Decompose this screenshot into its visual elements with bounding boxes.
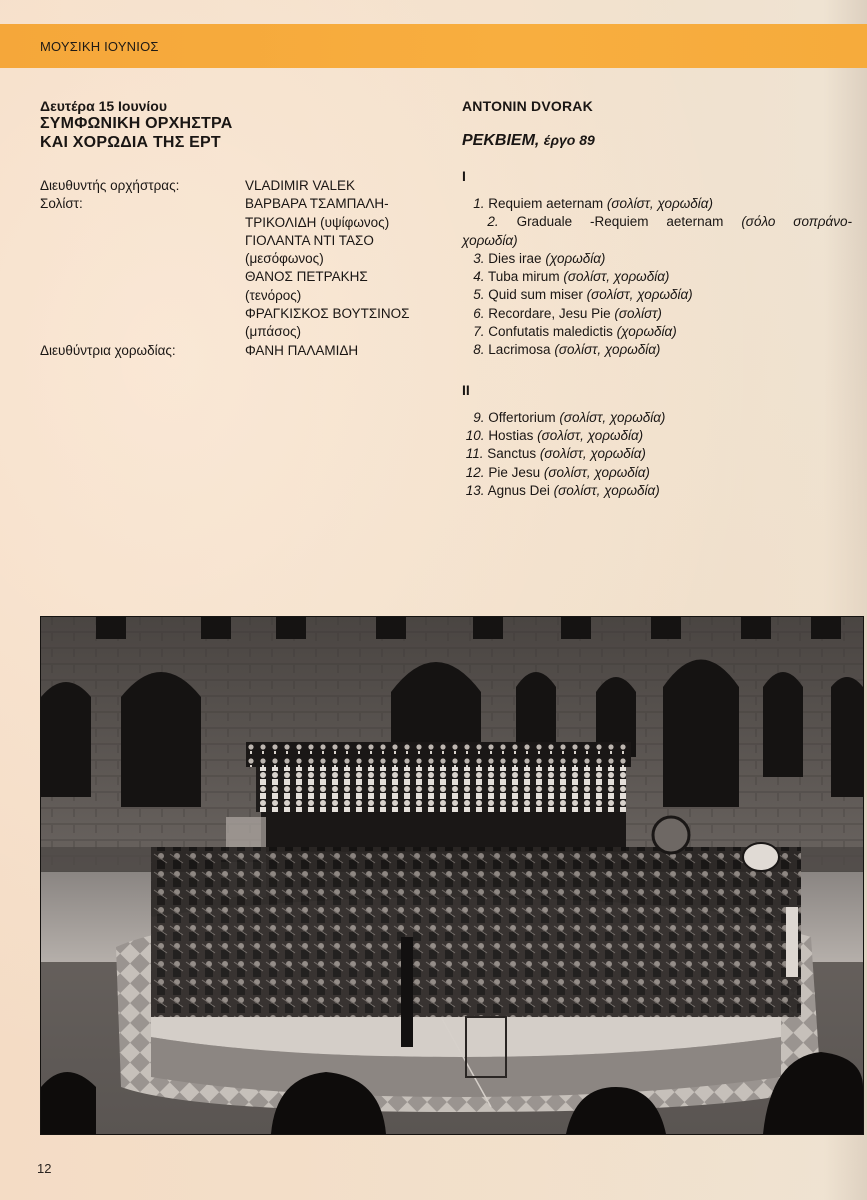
movement-number: 11. xyxy=(465,446,484,462)
movement-voices: (σολίστ, χορωδία) xyxy=(606,196,713,211)
credit-person: ΦΑΝΗ ΠΑΛΑΜΙΔΗ xyxy=(245,342,359,358)
movement-voices: (σολίστ, χορωδία) xyxy=(537,427,644,443)
movement-voices: (σολίστ, χορωδία) xyxy=(553,482,660,498)
movement-number: 12. xyxy=(465,464,485,480)
movement-voices: (σολίστ) xyxy=(614,305,662,321)
movement-item xyxy=(462,445,852,463)
movement-item xyxy=(462,286,852,304)
movement-title: Hostias xyxy=(488,427,534,443)
movement-voices: (σολίστ, χορωδία) xyxy=(586,287,693,303)
movement-title: Confutatis maledictis xyxy=(488,324,613,340)
movement-voices: (σολίστ, χορωδία) xyxy=(543,464,650,480)
work-opus: έργο 89 xyxy=(543,132,595,148)
movement-voices: (σολίστ, χορωδία) xyxy=(539,446,646,462)
credit-row-conductor xyxy=(40,177,460,195)
movement-item xyxy=(462,250,852,268)
program-column xyxy=(462,98,852,500)
movement-number: 3. xyxy=(473,250,485,266)
section-label: ΜΟΥΣΙΚΗ ΙΟΥΝΙΟΣ xyxy=(40,39,159,54)
movement-title: Sanctus xyxy=(487,446,537,462)
credit-role: Σολίστ: xyxy=(40,196,83,212)
movement-title: Requiem aeternam xyxy=(488,196,604,211)
movement-title: Recordare, Jesu Pie xyxy=(488,305,611,321)
movement-title: Quid sum miser xyxy=(488,287,583,303)
event-title-line-2: ΚΑΙ ΧΟΡΩΔΙΑ ΤΗΣ ΕΡΤ xyxy=(40,134,221,151)
movement-item xyxy=(462,464,852,482)
credit-row-soloists xyxy=(40,195,460,341)
movement-number: 6. xyxy=(473,305,485,321)
movement-item xyxy=(462,305,852,323)
credit-person: ΤΡΙΚΟΛΙΔΗ (υψίφωνος) xyxy=(245,214,390,230)
movement-number: 4. xyxy=(473,269,485,285)
section-header-band xyxy=(0,24,867,68)
movement-number: 9. xyxy=(473,409,485,425)
movement-number: 10. xyxy=(465,427,485,443)
credit-voice-type: (τενόρος) xyxy=(245,287,302,303)
movement-number: 1. xyxy=(473,196,485,211)
composer-name: ANTONIN DVORAK xyxy=(462,98,593,114)
movement-voices: (σόλο σοπράνο-χορωδία) xyxy=(462,214,852,248)
credit-person: ΘΑΝΟΣ ΠΕΤΡΑΚΗΣ xyxy=(245,269,368,285)
movement-voices: (σολίστ, χορωδία) xyxy=(559,409,666,425)
movement-voices: (χορωδία) xyxy=(616,324,677,340)
credit-people xyxy=(245,342,460,360)
credit-role: Διευθυντής ορχήστρας: xyxy=(40,178,180,193)
movement-title: Pie Jesu xyxy=(488,464,541,480)
movement-item xyxy=(462,323,852,341)
event-heading xyxy=(40,98,450,152)
movement-title: Agnus Dei xyxy=(487,482,550,498)
credit-people xyxy=(245,195,460,341)
movement-title: Dies irae xyxy=(488,250,542,266)
movement-voices: (σολίστ, χορωδία) xyxy=(563,269,670,285)
event-date: Δευτέρα 15 Ιουνίου xyxy=(40,98,168,114)
credit-person: ΒΑΡΒΑΡΑ ΤΣΑΜΠΑΛΗ- xyxy=(245,196,389,212)
movement-item xyxy=(462,427,852,445)
movement-title: Offertorium xyxy=(488,409,556,425)
credit-role: Διευθύντρια χορωδίας: xyxy=(40,342,176,358)
movement-voices: (σολίστ, χορωδία) xyxy=(554,342,661,358)
movement-item xyxy=(462,341,852,359)
credit-person: VLADIMIR VALEK xyxy=(245,178,356,193)
movement-number: 2. xyxy=(487,214,499,230)
credit-person: ΦΡΑΓΚΙΣΚΟΣ ΒΟΥΤΣΙΝΟΣ xyxy=(245,306,410,322)
event-title-line-1: ΣΥΜΦΩΝΙΚΗ ΟΡΧΗΣΤΡΑ xyxy=(40,115,233,132)
movement-title: Lacrimosa xyxy=(488,342,551,358)
movement-number: 13. xyxy=(465,482,485,498)
work-name: ΡΕΚΒΙΕΜ, xyxy=(462,132,540,149)
movement-title: Graduale -Requiem aeternam xyxy=(516,214,724,230)
movement-item xyxy=(462,482,852,500)
part-label: II xyxy=(462,381,470,398)
movement-title: Tuba mirum xyxy=(488,269,560,285)
credit-people xyxy=(245,177,460,195)
credit-voice-type: (μπάσος) xyxy=(245,324,302,340)
concert-photo xyxy=(40,616,864,1135)
movement-item xyxy=(462,268,852,286)
credit-person: ΓΙΟΛΑΝΤΑ ΝΤΙ ΤΑΣΟ xyxy=(245,232,374,248)
credits-list xyxy=(40,177,460,360)
concert-photo-image xyxy=(41,617,863,1134)
page-number: 12 xyxy=(37,1161,52,1176)
work-title xyxy=(462,132,852,150)
movement-voices: (χορωδία) xyxy=(545,250,606,266)
movement-item xyxy=(462,213,852,250)
movement-list xyxy=(462,409,852,500)
part-label: I xyxy=(462,168,466,184)
movement-number: 5. xyxy=(473,287,485,303)
movement-item xyxy=(462,409,852,427)
movement-list xyxy=(462,195,852,360)
movement-item xyxy=(462,195,852,213)
movement-number: 7. xyxy=(473,324,485,340)
credit-row-chorus-master xyxy=(40,342,460,360)
movement-number: 8. xyxy=(473,342,485,358)
credit-voice-type: (μεσόφωνος) xyxy=(245,251,324,267)
